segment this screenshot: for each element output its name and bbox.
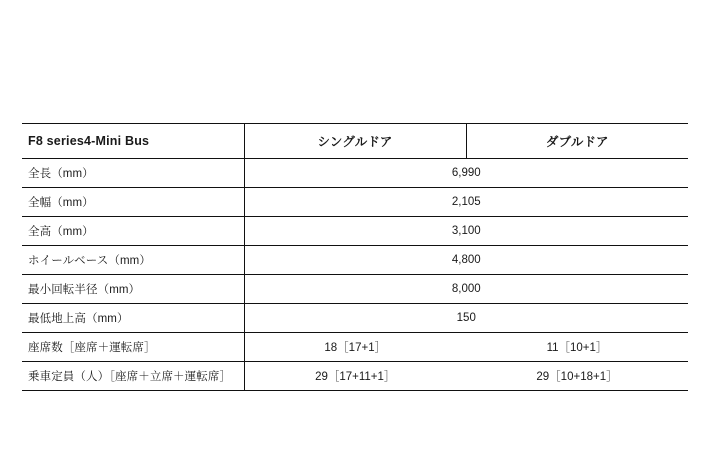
table-row	[22, 246, 688, 275]
row-label: 最低地上高（mm）	[22, 304, 244, 333]
row-value-double-door: 29［10+18+1］	[466, 362, 688, 391]
row-value-single-door: 18［17+1］	[244, 333, 466, 362]
row-value-merged: 2,105	[244, 188, 688, 217]
row-value-double-door: 11［10+1］	[466, 333, 688, 362]
row-label: 最小回転半径（mm）	[22, 275, 244, 304]
row-label: ホイールベース（mm）	[22, 246, 244, 275]
row-value-merged: 150	[244, 304, 688, 333]
row-label: 全高（mm）	[22, 217, 244, 246]
table-row	[22, 217, 688, 246]
table-header-row	[22, 124, 688, 159]
column-header-double-door: ダブルドア	[466, 124, 688, 159]
table-row	[22, 362, 688, 391]
row-value-merged: 8,000	[244, 275, 688, 304]
table-row	[22, 275, 688, 304]
row-label: 座席数［座席＋運転席］	[22, 333, 244, 362]
table-title-cell: F8 series4-Mini Bus	[22, 124, 244, 159]
vehicle-spec-table	[22, 123, 688, 391]
table-row	[22, 333, 688, 362]
row-value-single-door: 29［17+11+1］	[244, 362, 466, 391]
table-row	[22, 159, 688, 188]
row-label: 全幅（mm）	[22, 188, 244, 217]
table-row	[22, 188, 688, 217]
row-value-merged: 6,990	[244, 159, 688, 188]
row-value-merged: 4,800	[244, 246, 688, 275]
row-label: 全長（mm）	[22, 159, 244, 188]
table-row	[22, 304, 688, 333]
row-value-merged: 3,100	[244, 217, 688, 246]
column-header-single-door: シングルドア	[244, 124, 466, 159]
row-label: 乗車定員（人）［座席＋立席＋運転席］	[22, 362, 244, 391]
